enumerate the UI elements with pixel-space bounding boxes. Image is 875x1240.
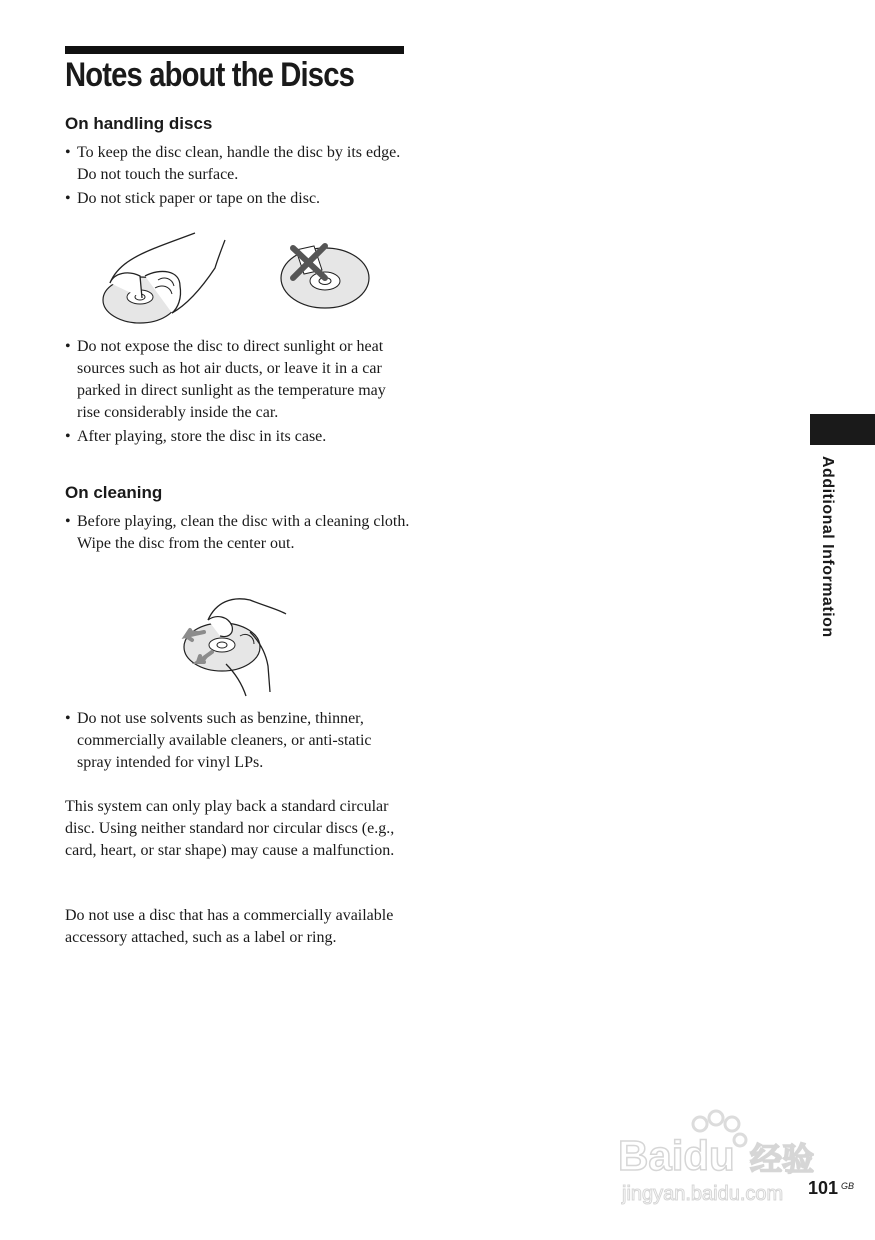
list-item: • Do not expose the disc to direct sunlight or heat sources such as hot air ducts, or leave it in a car parked in direct sunlight as the temperature may rise considerably inside the car. xyxy=(65,336,410,424)
watermark-brand: Baidu xyxy=(618,1132,735,1179)
list-item xyxy=(65,511,410,555)
paragraph-disc-shape: This system can only play back a standard circular disc. Using neither standard nor circular discs (e.g., card, heart, or star shape) may cause a malfunction. xyxy=(65,798,395,859)
handling-bullets xyxy=(65,142,410,212)
cleaning-bullets xyxy=(65,511,410,557)
paragraph-accessory: Do not use a disc that has a commercially available accessory attached, such as a label or ring. xyxy=(65,907,394,946)
section-heading-cleaning: On cleaning xyxy=(65,483,163,502)
watermark-chinese: 经验 xyxy=(750,1140,815,1178)
list-item: • Do not use solvents such as benzine, thinner, commercially available cleaners, or anti-static spray intended for vinyl LPs. xyxy=(65,708,410,774)
baidu-watermark-logo xyxy=(616,1106,821,1206)
title-rule xyxy=(65,46,404,54)
watermark-url: jingyan.baidu.com xyxy=(622,1183,784,1205)
list-item-text: Before playing, clean the disc with a cleaning cloth. xyxy=(77,513,410,530)
page-title: Notes about the Discs xyxy=(65,56,355,94)
page-number: 101 xyxy=(808,1178,839,1198)
hand-holding-disc-icon xyxy=(100,228,380,328)
handling-bullets-continued xyxy=(65,336,410,450)
list-item-subtext: Wipe the disc from the center out. xyxy=(77,535,295,552)
list-item: • To keep the disc clean, handle the disc by its edge. Do not touch the surface. xyxy=(65,142,410,186)
hand-wiping-disc-icon xyxy=(180,592,292,700)
list-item: • After playing, store the disc in its case. xyxy=(65,426,410,448)
side-tab-label: Additional Information xyxy=(819,456,836,638)
list-item: • Do not stick paper or tape on the disc. xyxy=(65,188,410,210)
page-number-suffix: GB xyxy=(841,1181,855,1191)
section-heading-handling: On handling discs xyxy=(65,114,213,133)
cleaning-bullets-continued xyxy=(65,708,410,776)
side-tab-marker xyxy=(810,414,875,445)
